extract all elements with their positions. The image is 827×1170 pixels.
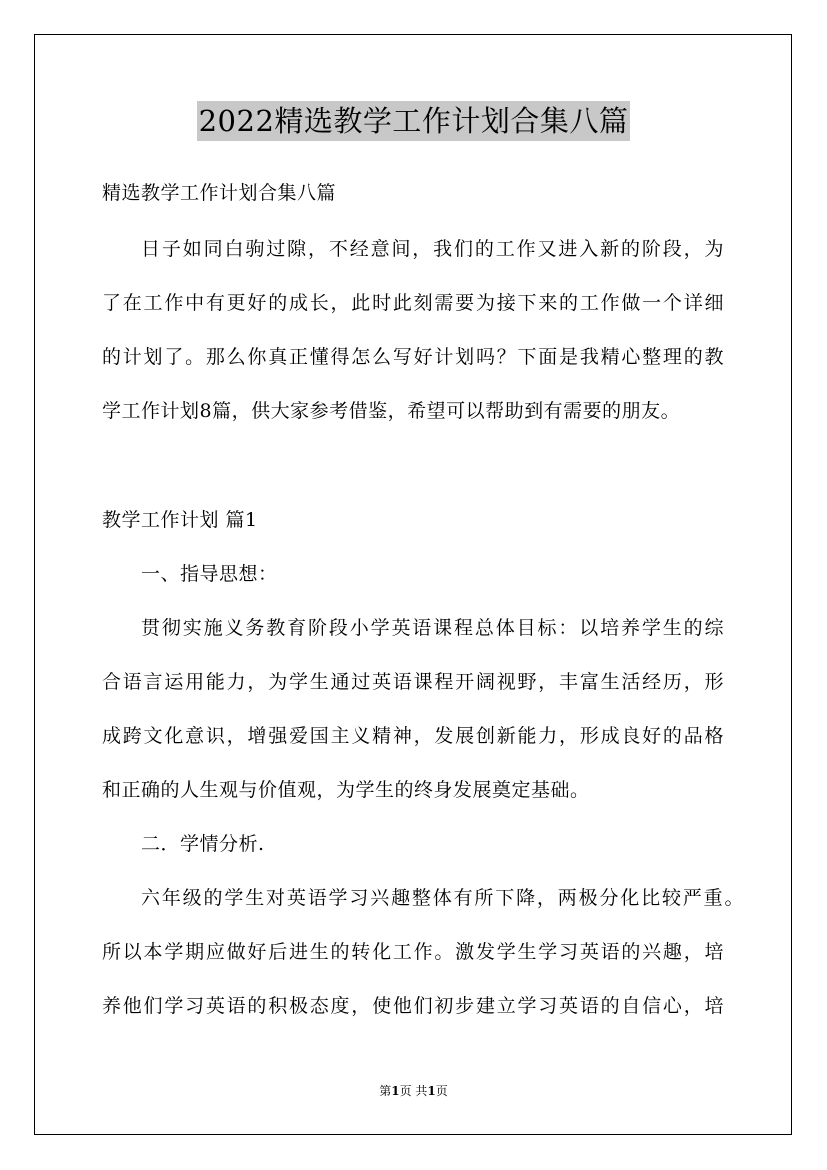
part2-line-2: 所以本学期应做好后进生的转化工作。激发学生学习英语的兴趣，培 <box>102 941 724 963</box>
footer-mid: 页 共 <box>399 1084 428 1098</box>
part1-line-3: 成跨文化意识，增强爱国主义精神，发展创新能力，形成良好的品格 <box>102 725 724 747</box>
section-heading: 教学工作计划 篇1 <box>102 509 258 531</box>
part1-line-4: 和正确的人生观与价值观，为学生的终身发展奠定基础。 <box>102 779 590 801</box>
part2-line-1: 六年级的学生对英语学习兴趣整体有所下降，两极分化比较严重。 <box>141 887 744 909</box>
part2-heading: 二．学情分析. <box>141 833 265 855</box>
document-title <box>0 101 827 141</box>
intro-line-1: 日子如同白驹过隙，不经意间，我们的工作又进入新的阶段，为 <box>141 238 724 260</box>
footer-total-pages: 1 <box>427 1084 436 1098</box>
intro-line-2: 了在工作中有更好的成长，此时此刻需要为接下来的工作做一个详细 <box>102 292 724 314</box>
intro-line-3: 的计划了。那么你真正懂得怎么写好计划吗？下面是我精心整理的教 <box>102 346 724 368</box>
footer-suffix: 页 <box>435 1084 448 1098</box>
part1-line-1: 贯彻实施义务教育阶段小学英语课程总体目标：以培养学生的综 <box>141 617 724 639</box>
footer-page-number: 1 <box>391 1084 400 1098</box>
intro-line-4: 学工作计划8篇，供大家参考借鉴，希望可以帮助到有需要的朋友。 <box>102 400 681 422</box>
part1-heading: 一、指导思想： <box>141 563 278 585</box>
document-title-text: 2022精选教学工作计划合集八篇 <box>197 101 631 141</box>
document-subtitle: 精选教学工作计划合集八篇 <box>102 182 337 204</box>
part2-line-3: 养他们学习英语的积极态度，使他们初步建立学习英语的自信心，培 <box>102 995 724 1017</box>
footer-prefix: 第 <box>379 1084 392 1098</box>
part1-line-2: 合语言运用能力，为学生通过英语课程开阔视野，丰富生活经历，形 <box>102 671 724 693</box>
page-footer <box>0 1083 827 1099</box>
